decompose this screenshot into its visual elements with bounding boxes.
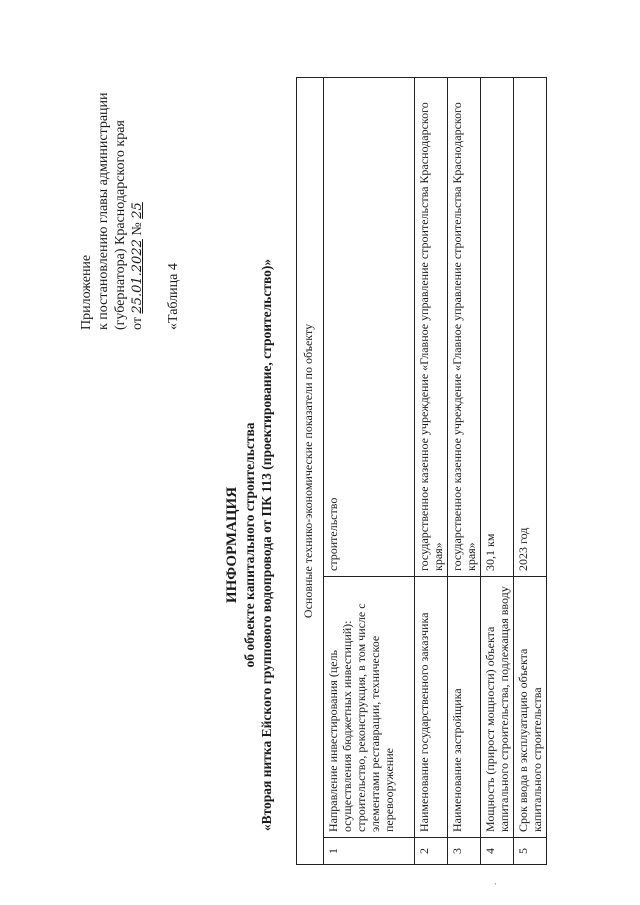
row-value: 30,1 км — [481, 78, 514, 577]
table-row — [481, 78, 514, 865]
table-row — [324, 78, 415, 865]
table-row — [514, 78, 547, 865]
appendix-line: (губернатора) Краснодарского края — [113, 120, 128, 330]
date-value: 25.01.2022 — [130, 239, 145, 314]
row-label: Наименование застройщика — [448, 577, 481, 838]
scan-mark: . — [488, 882, 498, 885]
page-subtitle: об объекте капитального строительства — [242, 422, 257, 668]
row-label: Срок ввода в эксплуатацию объекта капитального строительства — [514, 577, 547, 838]
number-value: 25 — [130, 202, 145, 219]
row-label: Направление инвестирования (цель осуществления бюджетных инвестиций): строительство, реконструкция, в том числе с элементами реставрации, техническое перевооружение — [324, 577, 415, 838]
row-value: государственное казенное учреждение «Главное управление строительства Краснодарского края» — [448, 78, 481, 577]
appendix-line: Приложение — [79, 254, 94, 330]
table-header-row — [297, 78, 324, 865]
number-prefix: № — [130, 222, 145, 236]
row-value: строительство — [324, 78, 415, 577]
row-number: 3 — [448, 838, 481, 865]
date-prefix: от — [130, 317, 145, 330]
row-number: 5 — [514, 838, 547, 865]
row-value: государственное казенное учреждение «Главное управление строительства Краснодарского края» — [415, 78, 448, 577]
row-number: 4 — [481, 838, 514, 865]
row-number: 2 — [415, 838, 448, 865]
indicators-table — [296, 77, 547, 865]
table-row — [448, 78, 481, 865]
object-name: «Вторая нитка Ейского группового водопровода от ПК 113 (проектирование, строительство)» — [259, 258, 274, 832]
row-label: Мощность (прирост мощности) объекта капитального строительства, подлежащая вводу — [481, 577, 514, 838]
row-label: Наименование государственного заказчика — [415, 577, 448, 838]
appendix-date-line — [129, 30, 146, 330]
table-row — [415, 78, 448, 865]
table-label: «Таблица 4 — [166, 263, 181, 330]
table-header: Основные технико-экономические показатели по объекту — [297, 78, 324, 865]
appendix-block — [78, 30, 182, 330]
appendix-line: к постановлению главы администрации — [96, 92, 111, 330]
row-value: 2023 год — [514, 78, 547, 577]
row-number: 1 — [324, 838, 415, 865]
document-heading — [224, 225, 275, 865]
page-title: ИНФОРМАЦИЯ — [224, 486, 240, 604]
